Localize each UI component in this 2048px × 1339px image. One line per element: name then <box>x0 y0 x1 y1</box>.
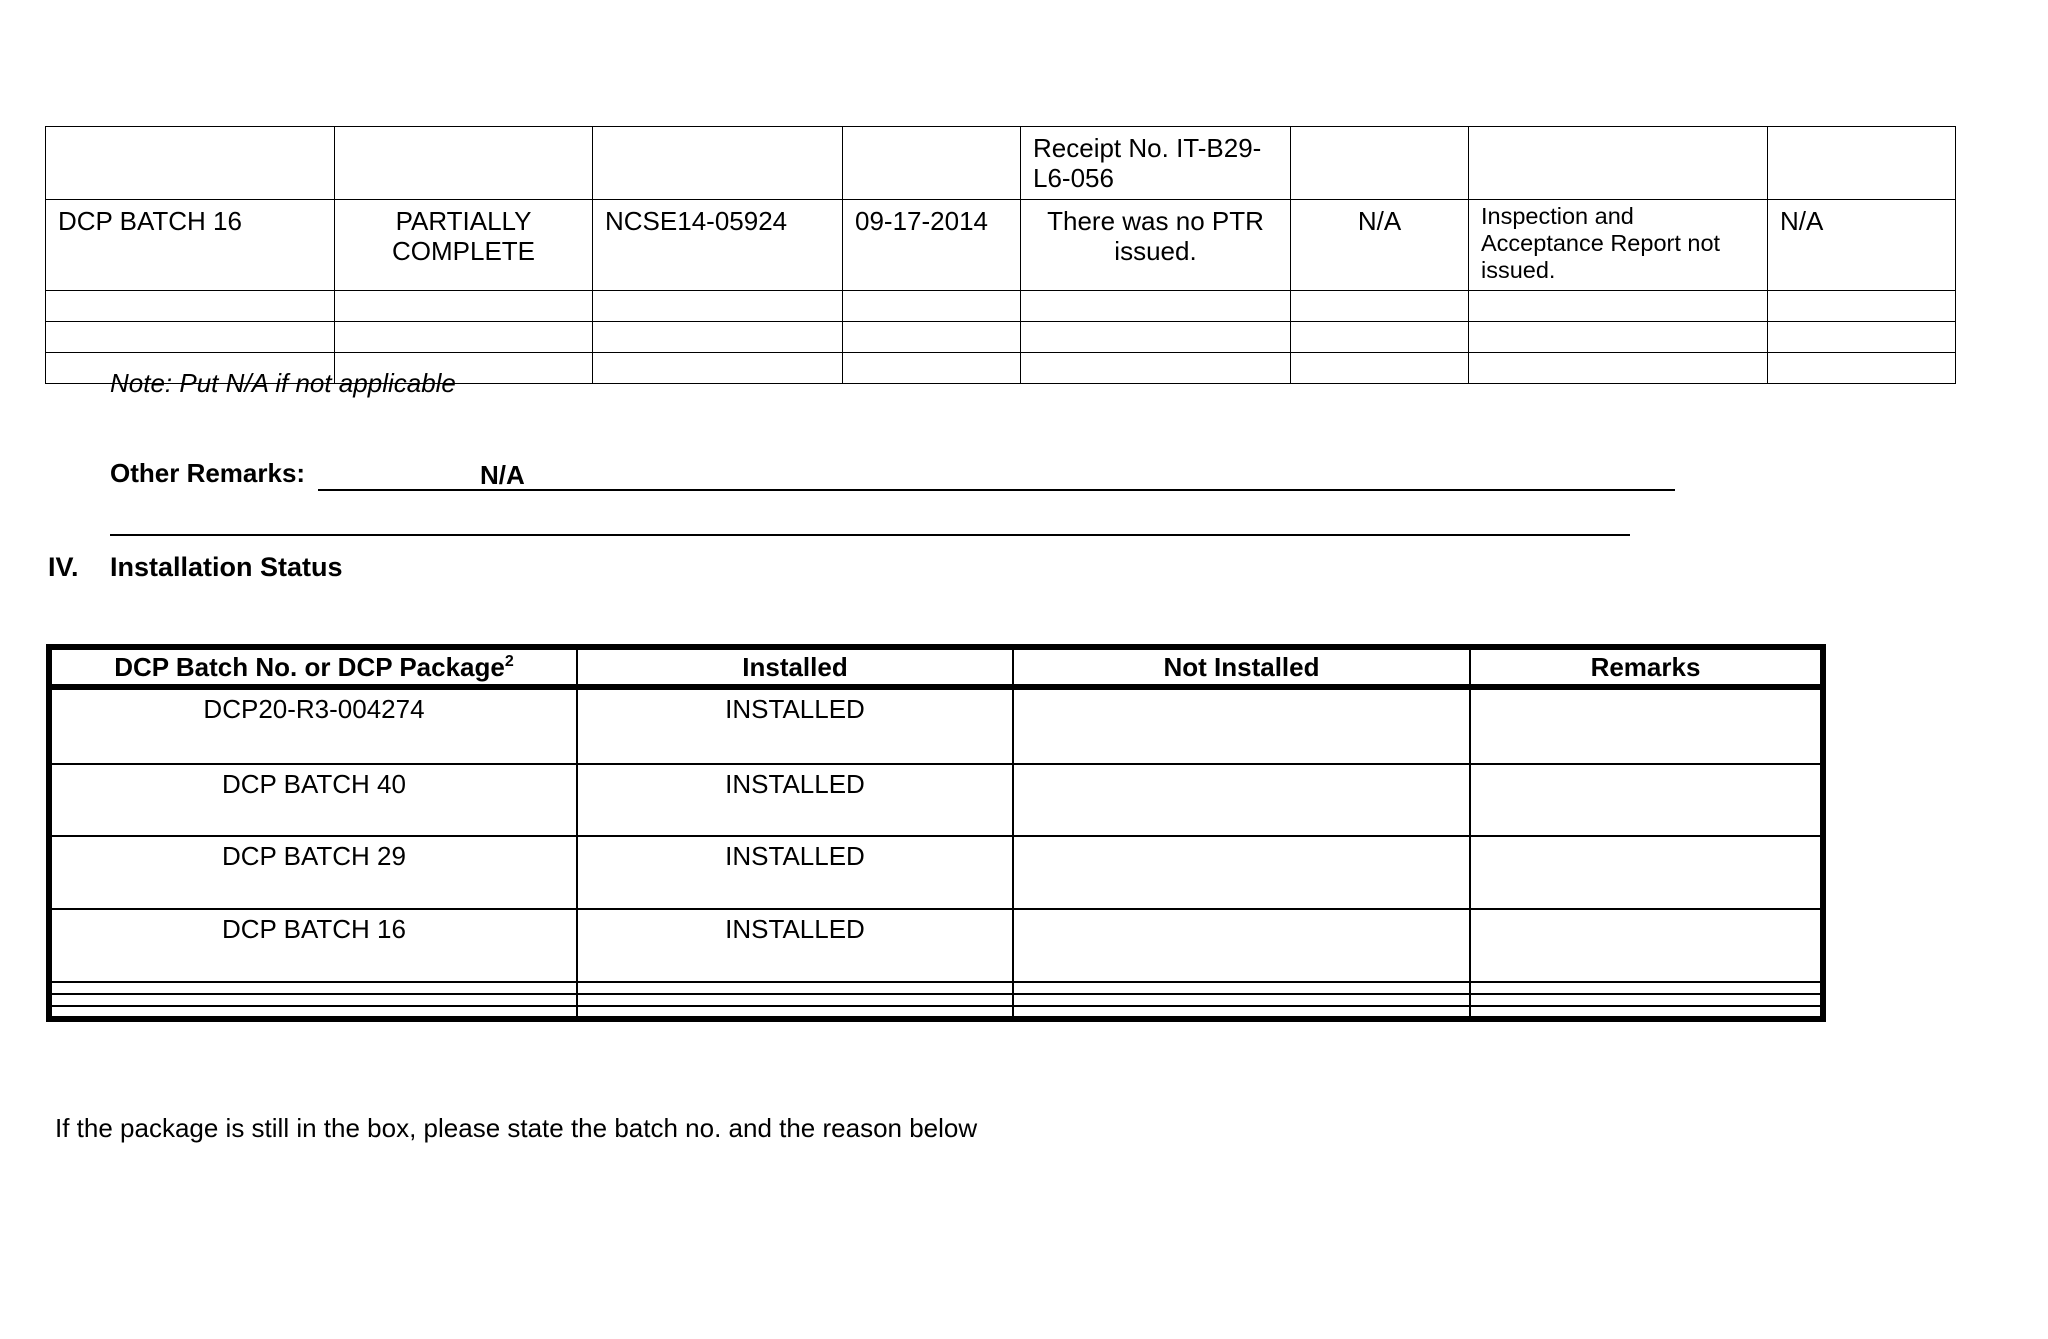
top-cell <box>843 127 1021 200</box>
code-cell: NCSE14-05924 <box>593 200 843 291</box>
batch-cell: DCP BATCH 40 <box>52 764 577 837</box>
remarks-cell <box>1470 764 1820 837</box>
table-row <box>52 687 1820 764</box>
empty-cell <box>1768 322 1956 353</box>
table-row <box>52 836 1820 909</box>
table-row <box>52 764 1820 837</box>
batch-cell <box>52 982 577 994</box>
empty-cell <box>1291 322 1469 353</box>
not-installed-cell <box>1013 836 1470 909</box>
empty-cell <box>843 291 1021 322</box>
batch-cell: DCP BATCH 16 <box>52 909 577 982</box>
other-remarks-label: Other Remarks: <box>110 458 306 488</box>
empty-cell <box>46 291 335 322</box>
installed-cell: INSTALLED <box>577 764 1013 837</box>
empty-cell <box>1291 353 1469 384</box>
empty-cell <box>1768 353 1956 384</box>
not-installed-cell <box>1013 764 1470 837</box>
batch-cell: DCP20-R3-004274 <box>52 687 577 764</box>
footnote-marker: 2 <box>504 653 514 670</box>
footer-instruction: If the package is still in the box, please state the batch no. and the reason below <box>55 1113 978 1143</box>
installed-cell <box>577 1006 1013 1016</box>
section-title: Installation Status <box>110 552 343 582</box>
table-row <box>52 909 1820 982</box>
header-installed: Installed <box>577 650 1013 687</box>
top-cell <box>1768 127 1956 200</box>
empty-cell <box>1021 353 1291 384</box>
installed-cell: INSTALLED <box>577 687 1013 764</box>
ptr-cell: There was no PTR issued. <box>1021 200 1291 291</box>
not-installed-cell <box>1013 994 1470 1006</box>
installed-cell <box>577 982 1013 994</box>
empty-cell <box>843 322 1021 353</box>
header-not-installed: Not Installed <box>1013 650 1470 687</box>
empty-cell <box>1768 291 1956 322</box>
empty-cell <box>843 353 1021 384</box>
note-text: Note: Put N/A if not applicable <box>110 368 456 398</box>
date-cell: 09-17-2014 <box>843 200 1021 291</box>
batch-cell: DCP BATCH 16 <box>46 200 335 291</box>
not-installed-cell <box>1013 909 1470 982</box>
header-batch: DCP Batch No. or DCP Package$^2$ <box>52 650 577 687</box>
empty-cell <box>335 291 593 322</box>
receipt-number-cell: Receipt No. IT-B29-L6-056 <box>1021 127 1291 200</box>
empty-cell <box>335 322 593 353</box>
installed-cell: INSTALLED <box>577 909 1013 982</box>
batch-cell <box>52 994 577 1006</box>
remarks-cell <box>1470 994 1820 1006</box>
installed-cell <box>577 994 1013 1006</box>
not-installed-cell <box>1013 982 1470 994</box>
na-cell: N/A <box>1768 200 1956 291</box>
empty-cell <box>593 353 843 384</box>
table-row <box>52 994 1820 1006</box>
header-remarks: Remarks <box>1470 650 1820 687</box>
empty-cell <box>593 291 843 322</box>
other-remarks-value: N/A <box>480 460 525 490</box>
installed-cell: INSTALLED <box>577 836 1013 909</box>
report-cell: Inspection and Acceptance Report not issued. <box>1469 200 1768 291</box>
na-cell: N/A <box>1291 200 1469 291</box>
empty-cell <box>46 322 335 353</box>
remarks-cell <box>1470 909 1820 982</box>
top-cell <box>335 127 593 200</box>
not-installed-cell <box>1013 687 1470 764</box>
empty-cell <box>1291 291 1469 322</box>
not-installed-cell <box>1013 1006 1470 1016</box>
empty-cell <box>1469 291 1768 322</box>
empty-cell <box>1021 291 1291 322</box>
remarks-cell <box>1470 982 1820 994</box>
top-cell <box>1469 127 1768 200</box>
batch-cell: DCP BATCH 29 <box>52 836 577 909</box>
empty-cell <box>593 322 843 353</box>
empty-cell <box>1469 353 1768 384</box>
empty-cell <box>1469 322 1768 353</box>
batch-cell <box>52 1006 577 1016</box>
status-cell: PARTIALLY COMPLETE <box>335 200 593 291</box>
remarks-cell <box>1470 687 1820 764</box>
top-cell <box>46 127 335 200</box>
remarks-cell <box>1470 1006 1820 1016</box>
remarks-cell <box>1470 836 1820 909</box>
table-row <box>52 982 1820 994</box>
installation-status-table <box>46 644 1826 1022</box>
delivery-status-table <box>45 126 1956 384</box>
top-cell <box>1291 127 1469 200</box>
section-number: IV. <box>48 552 79 582</box>
top-cell <box>593 127 843 200</box>
remarks-blank-line <box>110 534 1630 536</box>
empty-cell <box>1021 322 1291 353</box>
table-row <box>52 1006 1820 1016</box>
